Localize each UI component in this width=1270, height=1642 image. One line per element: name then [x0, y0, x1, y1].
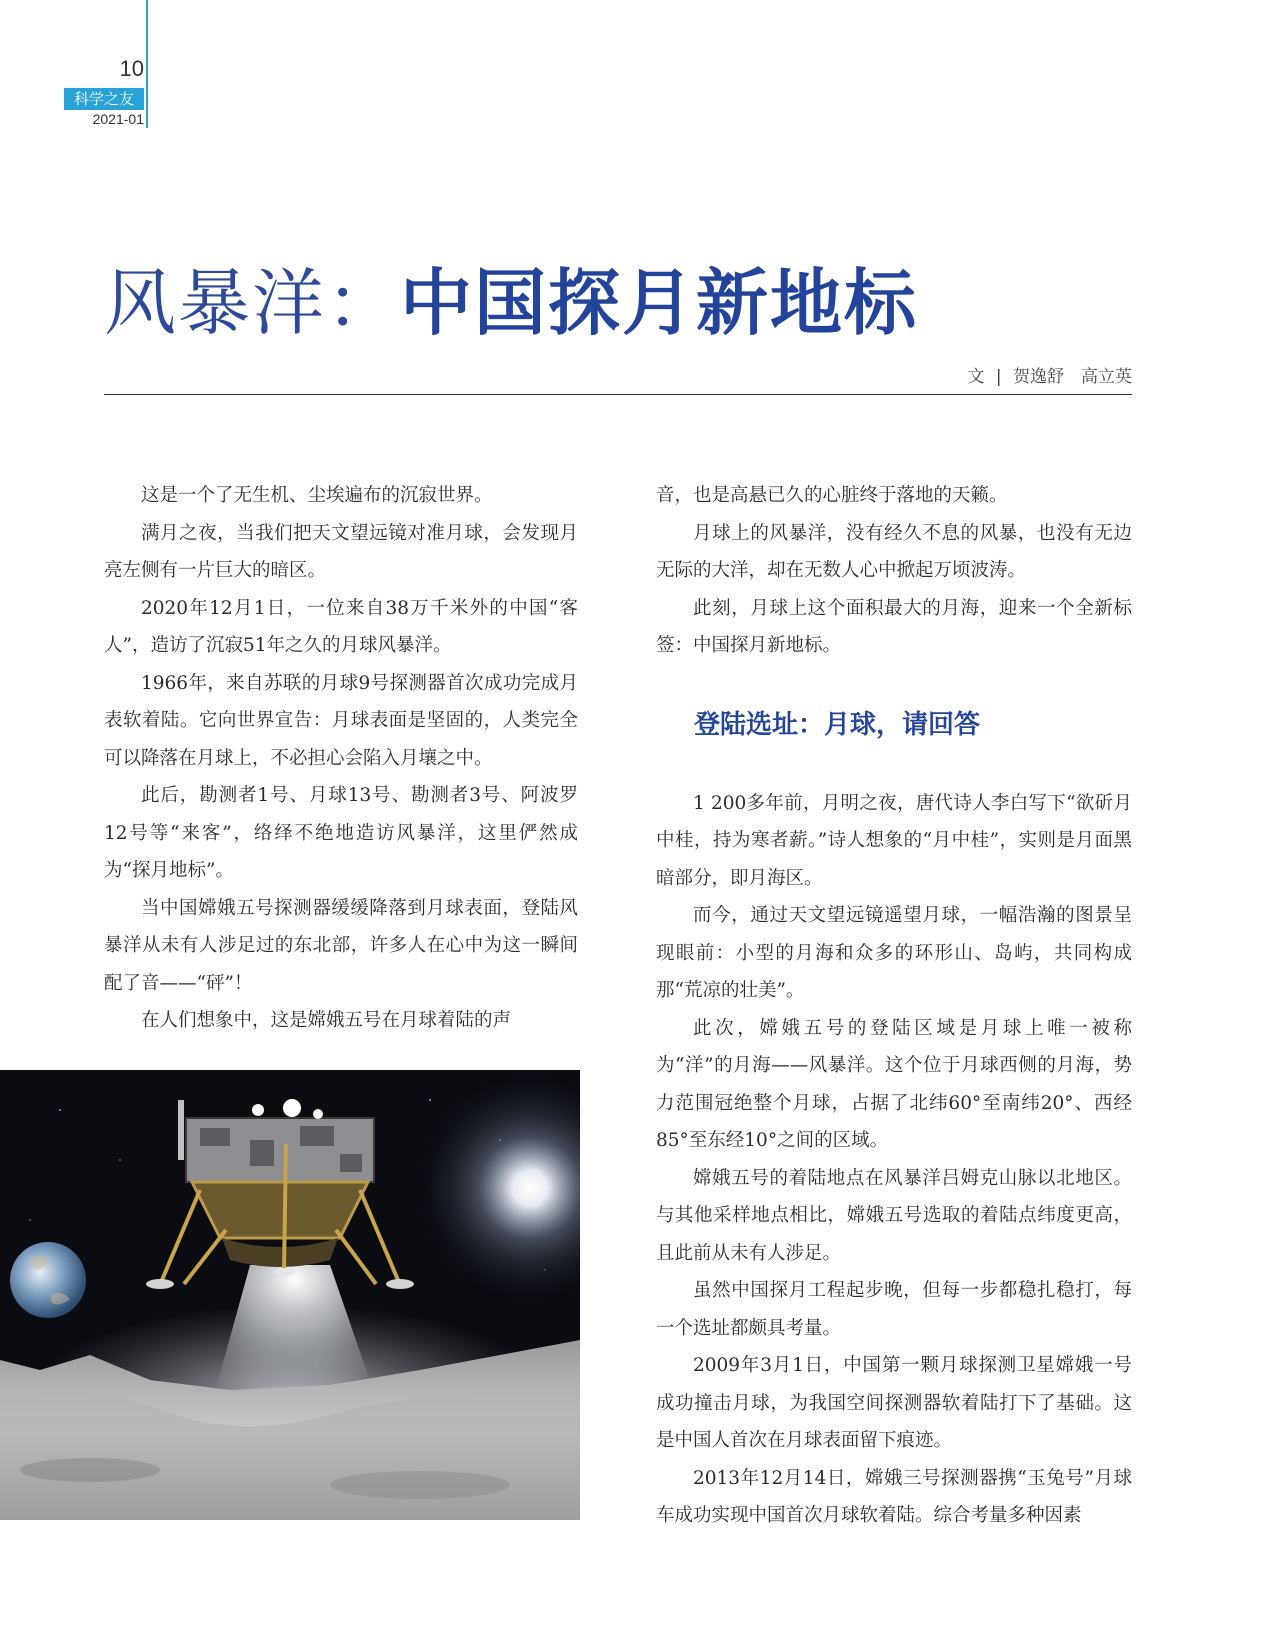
left-column: [104, 477, 578, 1040]
paragraph: 1 200多年前，月明之夜，唐代诗人李白写下“欲斫月中桂，持为寒者薪。”诗人想象的“月中桂”，实则是月面黑暗部分，即月海区。: [656, 792, 1132, 889]
paragraph: 2009年3月1日，中国第一颗月球探测卫星嫦娥一号成功撞击月球，为我国空间探测器软着陆打下了基础。这是中国人首次在月球表面留下痕迹。: [656, 1355, 1132, 1451]
paragraph: 月球上的风暴洋，没有经久不息的风暴，也没有无边无际的大洋，却在无数人心中掀起万顷波涛。: [656, 522, 1132, 581]
paragraph: 此次，嫦娥五号的登陆区域是月球上唯一被称为“洋”的月海——风暴洋。这个位于月球西侧的月海，势力范围冠绝整个月球，占据了北纬60°至南纬20°、西经85°至东经10°之间的区域。: [656, 1017, 1132, 1151]
paragraph: 而今，通过天文望远镜遥望月球，一幅浩瀚的图景呈现眼前：小型的月海和众多的环形山、岛屿，共同构成那“荒凉的壮美”。: [656, 905, 1132, 1001]
byline-separator: |: [995, 367, 1002, 387]
paragraph: 1966年，来自苏联的月球9号探测器首次成功完成月表软着陆。它向世界宣告：月球表面是坚固的，人类完全可以降落在月球上，不必担心会陷入月壤之中。: [104, 672, 578, 769]
title-divider: [104, 394, 1132, 395]
section-heading: 登陆选址：月球，请回答: [694, 709, 981, 740]
paragraph: 2020年12月1日，一位来自38万千米外的中国“客人”，造访了沉寂51年之久的月球风暴洋。: [104, 597, 578, 656]
header-accent-rule: [146, 0, 148, 128]
page-number: 10: [119, 56, 144, 81]
magazine-name-badge: 科学之友: [64, 88, 144, 110]
lander-illustration: [0, 1070, 580, 1520]
byline-authors: 贺逸舒 高立英: [1013, 367, 1132, 387]
paragraph: 在人们想象中，这是嫦娥五号在月球着陆的声: [141, 1010, 512, 1031]
title-main: 中国探月新地标: [400, 261, 919, 345]
byline-label: 文: [967, 367, 985, 387]
issue-date: 2021-01: [92, 111, 144, 127]
paragraph: 音，也是高悬已久的心脏终于落地的天籁。: [656, 485, 1008, 506]
paragraph: 这是一个了无生机、尘埃遍布的沉寂世界。: [141, 485, 493, 506]
article-title: [104, 258, 918, 348]
right-column: [656, 477, 1132, 1535]
paragraph: 2013年12月14日，嫦娥三号探测器携“玉兔号”月球车成功实现中国首次月球软着陆。综合考量多种因素: [656, 1467, 1132, 1526]
paragraph: 当中国嫦娥五号探测器缓缓降落到月球表面，登陆风暴洋从未有人涉足过的东北部，许多人在心中为这一瞬间配了音——“砰”！: [104, 897, 578, 994]
byline: [961, 362, 1132, 387]
paragraph: 此刻，月球上这个面积最大的月海，迎来一个全新标签：中国探月新地标。: [656, 597, 1132, 656]
paragraph: 虽然中国探月工程起步晚，但每一步都稳扎稳打，每一个选址都颇具考量。: [656, 1280, 1132, 1339]
paragraph: 嫦娥五号的着陆地点在风暴洋吕姆克山脉以北地区。与其他采样地点相比，嫦娥五号选取的着陆点纬度更高，且此前从未有人涉足。: [656, 1167, 1132, 1264]
paragraph: 此后，勘测者1号、月球13号、勘测者3号、阿波罗12号等“来客”，络绎不绝地造访风暴洋，这里俨然成为“探月地标”。: [104, 785, 578, 881]
paragraph: 满月之夜，当我们把天文望远镜对准月球，会发现月亮左侧有一片巨大的暗区。: [104, 522, 578, 581]
title-prefix: 风暴洋：: [104, 261, 401, 345]
